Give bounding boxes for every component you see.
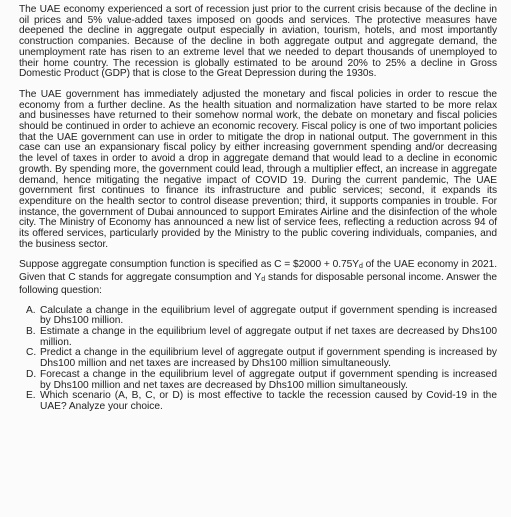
- question-item-a: [26, 306, 497, 327]
- question-text: Which scenario (A, B, C, or D) is most effective to tackle the recession caused by Covid-19 in the UAE? Analyze your choice.: [40, 390, 497, 412]
- question-letter: D.: [26, 368, 37, 380]
- question-item-b: [26, 327, 497, 348]
- question-text: Predict a change in the equilibrium level of aggregate output if government spending is increased by Dhs100 million and net taxes are increased by Dhs100 million simultaneously.: [40, 347, 497, 370]
- question-item-d: [26, 370, 497, 391]
- paragraph-consumption-function: [19, 260, 497, 296]
- question-letter: E.: [26, 390, 36, 402]
- question-letter: C.: [26, 347, 37, 359]
- question-text: Forecast a change in the equilibrium level of aggregate output if government spending is increased by Dhs100 million and net taxes are decreased by Dhs100 million simultaneously.: [40, 368, 497, 391]
- subscript-d-1: d: [359, 263, 363, 271]
- consumption-text-2: of the UAE economy in 2021. Given that C stands for aggregate consumption and Y: [19, 259, 497, 284]
- question-text: Calculate a change in the equilibrium level of aggregate output if government spending is increased by Dhs100 million.: [40, 304, 497, 327]
- question-item-e: [26, 391, 497, 412]
- paragraph-uae-recession: The UAE economy experienced a sort of recession just prior to the current crisis because of the decline in oil prices and 5% value-added taxes imposed on goods and services. The protective measures have deepened the decline in aggregate output especially in aviation, tourism, hotels, and most importantly construction companies. Because of the decline in both aggregate output and aggregate demand, the unemployment rate has risen to an extreme level that we needed to depart thousands of unemployed to their home country. The recession is globally estimated to be around 20% to 25% a decline in Gross Domestic Product (GDP) that is close to the Great Depression during the 1930s.: [19, 4, 497, 80]
- question-item-c: [26, 348, 497, 369]
- consumption-text-1: Suppose aggregate consumption function is specified as C = $2000 + 0.75Y: [19, 259, 359, 271]
- question-letter: A.: [26, 304, 36, 316]
- paragraph-fiscal-policy: The UAE government has immediately adjusted the monetary and fiscal policies in order to rescue the economy from a further decline. As the health situation and normalization have started to be more relax and businesses have returned to their somehow normal work, the debate on monetary and fiscal policies should be continued in order to achieve an economic recovery. Fiscal policy is one of two important policies that the UAE government can use in order to mitigate the drop in national output. The government in this case can use an expansionary fiscal policy by either increasing government spending and/or decreasing the level of taxes in order to avoid a drop in aggregate demand that would lead to a decline in economic growth. By spending more, the government could lead, through a multiplier effect, an increase in aggregate demand, hence mitigating the negative impact of COVID 19. During the current pandemic, The UAE government first continues to finance its infrastructure and public services; second, it expands its expenditure on the health sector to control disease prevention; third, it supports companies in trouble. For instance, the government of Dubai announced to support Emirates Airline and the disinfection of the whole city. The Ministry of Economy has announced a new list of service fees, reflecting a reduction across 94 of its offered services, particularly provided by the Ministry to the public covering individuals, companies, and the business sector.: [19, 88, 497, 250]
- question-list: [19, 306, 497, 413]
- subscript-d-2: d: [261, 276, 266, 284]
- question-letter: B.: [26, 325, 36, 337]
- consumption-text-3: stands for disposable personal income. Answer the following question:: [19, 272, 497, 296]
- question-text: Estimate a change in the equilibrium level of aggregate output if net taxes are decreased by Dhs100 million.: [40, 325, 497, 348]
